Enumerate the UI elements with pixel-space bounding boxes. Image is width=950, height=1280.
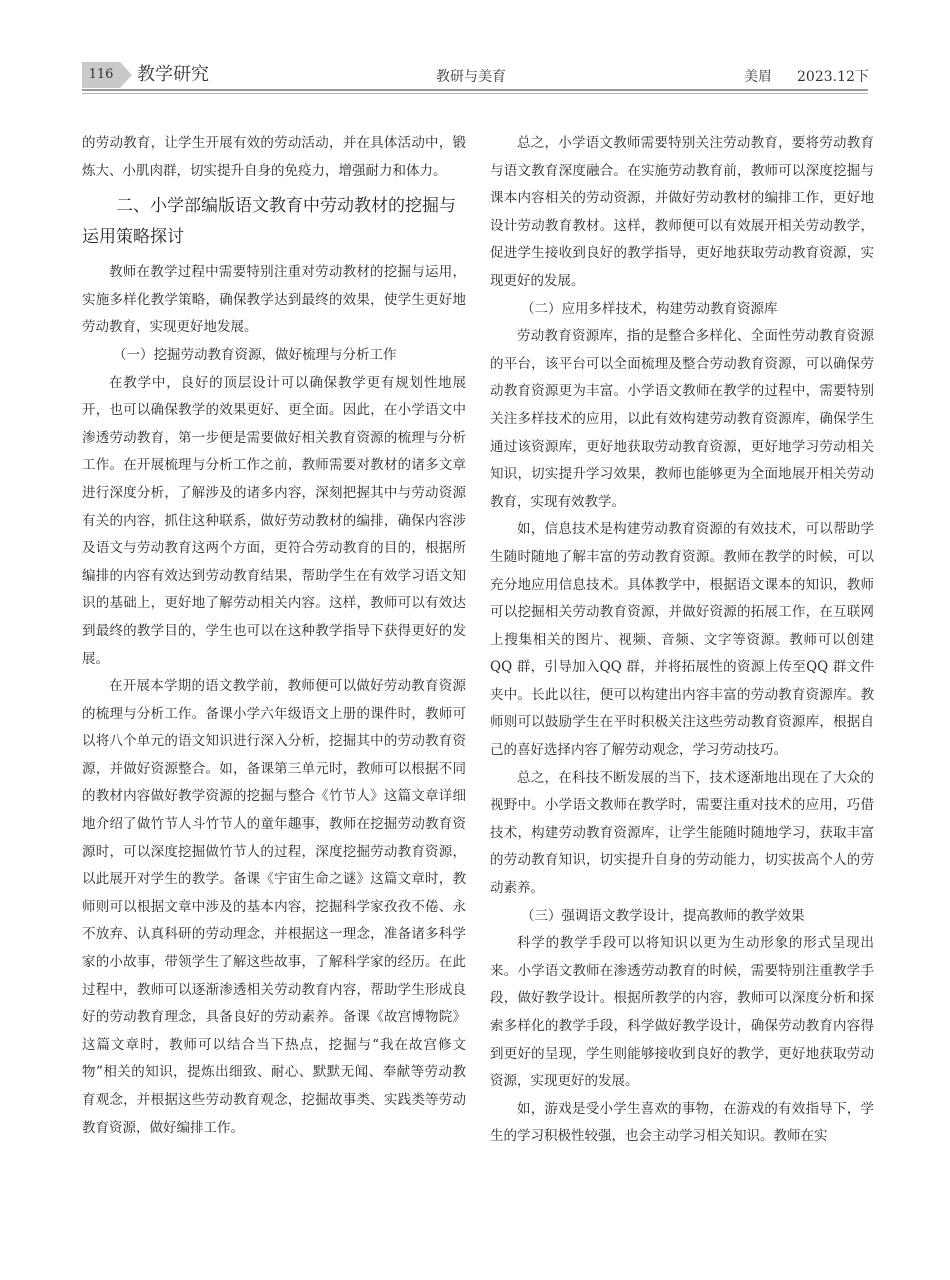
subsection-heading: （二）应用多样技术，构建劳动教育资源库 — [521, 300, 778, 317]
paragraph: 的劳动教育，让学生开展有效的劳动活动，并在具体活动中，锻炼大、小肌肉群，切实提升自身的免疫力，增强耐力和体力。 — [82, 135, 466, 179]
author-name: 美眉 — [744, 69, 772, 85]
page-header — [0, 0, 950, 100]
paragraph: 总之，小学语文教师需要特别关注劳动教育，要将劳动教育与语文教育深度融合。在实施劳动教育前，教师可以深度挖掘与课本内容相关的劳动资源，并做好劳动教材的编排工作，更好地设计劳动教育教材。这样，教师便可以有效展开相关劳动教学，促进学生接收到良好的教学指导，更好地获取劳动教育资源，实现更好的发展。 — [490, 135, 874, 289]
section-heading: 二、小学部编版语文教育中劳动教材的挖掘与运用策略探讨 — [82, 196, 456, 248]
paragraph: 在开展本学期的语文教学前，教师便可以做好劳动教育资源的梳理与分析工作。备课小学六年级语文上册的课件时，教师可以将八个单元的语文知识进行深入分析，挖掘其中的劳动教育资源，并做好资源整合。如，备课第三单元时，教师可以根据不同的教材内容做好教学资源的挖掘与整合《竹节人》这篇文章详细地介绍了做竹节人斗竹节人的童年趣事，教师在挖掘劳动教育资源时，可以深度挖掘做竹节人的过程，深度挖掘劳动教育资源，以此展开对学生的教学。备课《宇宙生命之谜》这篇文章时，教师则可以根据文章中涉及的基本内容，挖掘科学家孜孜不倦、永不放弃、认真科研的劳动理念，并根据这一理念，准备诸多科学家的小故事，带领学生了解这些故事，了解科学家的经历。在此过程中，教师可以逐渐渗透相关劳动教育内容，帮助学生形成良好的劳动教育理念，具备良好的劳动素养。备课《故宫博物院》这篇文章时，教师可以结合当下热点，挖掘与“我在故宫修文物”相关的知识，提炼出细致、耐心、默默无闻、奉献等劳动教育观念，并根据这些劳动教育观念，挖掘故事类、实践类等劳动教育资源，做好编排工作。 — [82, 678, 466, 1136]
journal-title: 教研与美育 — [436, 69, 506, 85]
section-label: 教学研究 — [137, 64, 209, 85]
subsection-heading: （三）强调语文教学设计，提高教师的教学效果 — [521, 907, 805, 924]
paragraph: 如，信息技术是构建劳动教育资源的有效技术，可以帮助学生随时随地了解丰富的劳动教育资源。教师在教学的时候，可以充分地应用信息技术。具体教学中，根据语文课本的知识，教师可以挖掘相关劳动教育资源，并做好资源的拓展工作，在互联网上搜集相关的图片、视频、音频、文字等资源。教师可以创建QQ 群，引导加入QQ 群，并将拓展性的资源上传至QQ 群文件夹中。长此以往，便可以构建出内容丰富的劳动教育资源库。教师则可以鼓励学生在平时积极关注这些劳动教育资源库，根据自己的喜好选择内容了解劳动观念，学习劳动技巧。 — [490, 521, 874, 759]
header-rule — [82, 89, 868, 91]
right-column — [490, 130, 874, 1151]
paragraph: 教师在教学过程中需要特别注重对劳动教材的挖掘与运用，实施多样化教学策略，确保教学达到最终的效果，使学生更好地劳动教育，实现更好地发展。 — [82, 264, 466, 336]
paragraph: 总之，在科技不断发展的当下，技术逐渐地出现在了大众的视野中。小学语文教师在教学时，需要注重对技术的应用，巧借技术，构建劳动教育资源库，让学生能随时随地学习，获取丰富的劳动教育知识，切实提升自身的劳动能力，切实拔高个人的劳动素养。 — [490, 769, 874, 897]
subsection-heading: （一）挖掘劳动教育资源，做好梳理与分析工作 — [113, 346, 397, 363]
page-number: 116 — [82, 62, 120, 88]
header-rule-thin — [82, 93, 868, 94]
issue-label: 2023.12下 — [797, 69, 869, 85]
paragraph: 如，游戏是受小学生喜欢的事物，在游戏的有效指导下，学生的学习积极性较强，也会主动学习相关知识。教师在实 — [490, 1100, 874, 1145]
paragraph: 科学的教学手段可以将知识以更为生动形象的形式呈现出来。小学语文教师在渗透劳动教育的时候，需要特别注重教学手段，做好教学设计。根据所教学的内容，教师可以深度分析和探索多样化的教学手段，科学做好教学设计，确保劳动教育内容得到更好的呈现，学生则能够接收到良好的教学，更好地获取劳动资源，实现更好的发展。 — [490, 935, 874, 1090]
left-column — [82, 130, 466, 1142]
paragraph: 劳动教育资源库，指的是整合多样化、全面性劳动教育资源的平台，该平台可以全面梳理及整合劳动教育资源，可以确保劳动教育资源更为丰富。小学语文教师在教学的过程中，需要特别关注多样技术的应用，以此有效构建劳动教育资源库，确保学生通过该资源库，更好地获取劳动教育资源，更好地学习劳动相关知识，切实提升学习效果，教师也能够更为全面地展开相关劳动教育，实现有效教学。 — [490, 328, 874, 510]
paragraph: 在教学中，良好的顶层设计可以确保教学更有规划性地展开，也可以确保教学的效果更好、更全面。因此，在小学语文中渗透劳动教育，第一步便是需要做好相关教育资源的梳理与分析工作。在开展梳理与分析工作之前，教师需要对教材的诸多文章进行深度分析，了解涉及的诸多内容，深刻把握其中与劳动资源有关的内容，抓住这种联系，做好劳动教材的编排，确保内容涉及语文与劳动教育这两个方面，更符合劳动教育的目的，根据所编排的内容有效达到劳动教育结果，帮助学生在有效学习语文知识的基础上，更好地了解劳动相关内容。这样，教师可以有效达到最终的教学目的，学生也可以在这种教学指导下获得更好的发展。 — [82, 374, 466, 667]
